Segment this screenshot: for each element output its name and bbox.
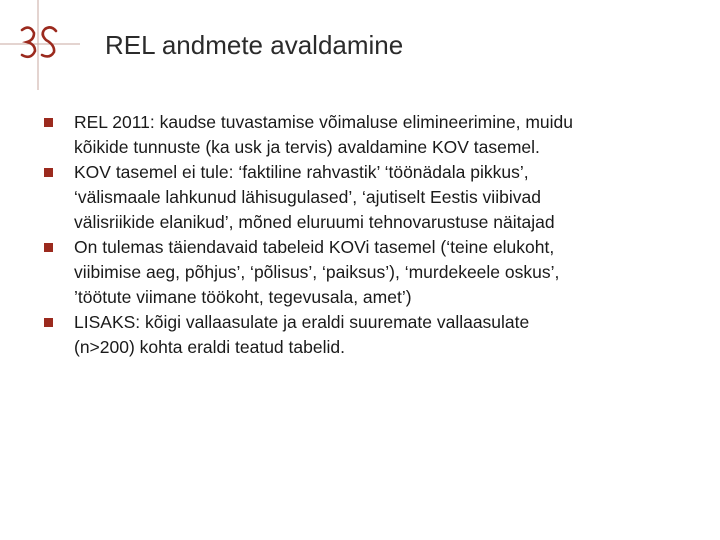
slide-title: REL andmete avaldamine bbox=[105, 30, 404, 60]
bullet-item bbox=[44, 110, 694, 160]
bullet-item bbox=[44, 160, 694, 235]
bullet-item bbox=[44, 235, 694, 310]
bullet-list bbox=[44, 110, 694, 360]
es-logo-icon bbox=[0, 0, 80, 90]
bullet-text: KOV tasemel ei tule: ‘faktiline rahvastik’ ‘töönädala pikkus’, ‘välismaale lahkunud lähisugulased’, ‘ajutiselt Eestis viibivad välisriikide elanikud’, mõned eluruumi tehnovarustuse näitajad bbox=[74, 162, 555, 232]
square-bullet-icon bbox=[44, 318, 53, 327]
bullet-text: LISAKS: kõigi vallaasulate ja eraldi suuremate vallaasulate (n>200) kohta eraldi teatud tabelid. bbox=[74, 312, 530, 357]
bullet-text: On tulemas täiendavaid tabeleid KOVi tasemel (‘teine elukoht, viibimise aeg, põhjus’, ‘põlisus’, ‘paiksus’), ‘murdekeele oskus’, ’töötute viimane töökoht, tegevusala, amet’) bbox=[74, 237, 560, 307]
bullet-text: REL 2011: kaudse tuvastamise võimaluse elimineerimine, muidu kõikide tunnuste (ka usk ja tervis) avaldamine KOV tasemel. bbox=[74, 112, 573, 157]
bullet-item bbox=[44, 310, 694, 360]
square-bullet-icon bbox=[44, 168, 53, 177]
square-bullet-icon bbox=[44, 243, 53, 252]
square-bullet-icon bbox=[44, 118, 53, 127]
